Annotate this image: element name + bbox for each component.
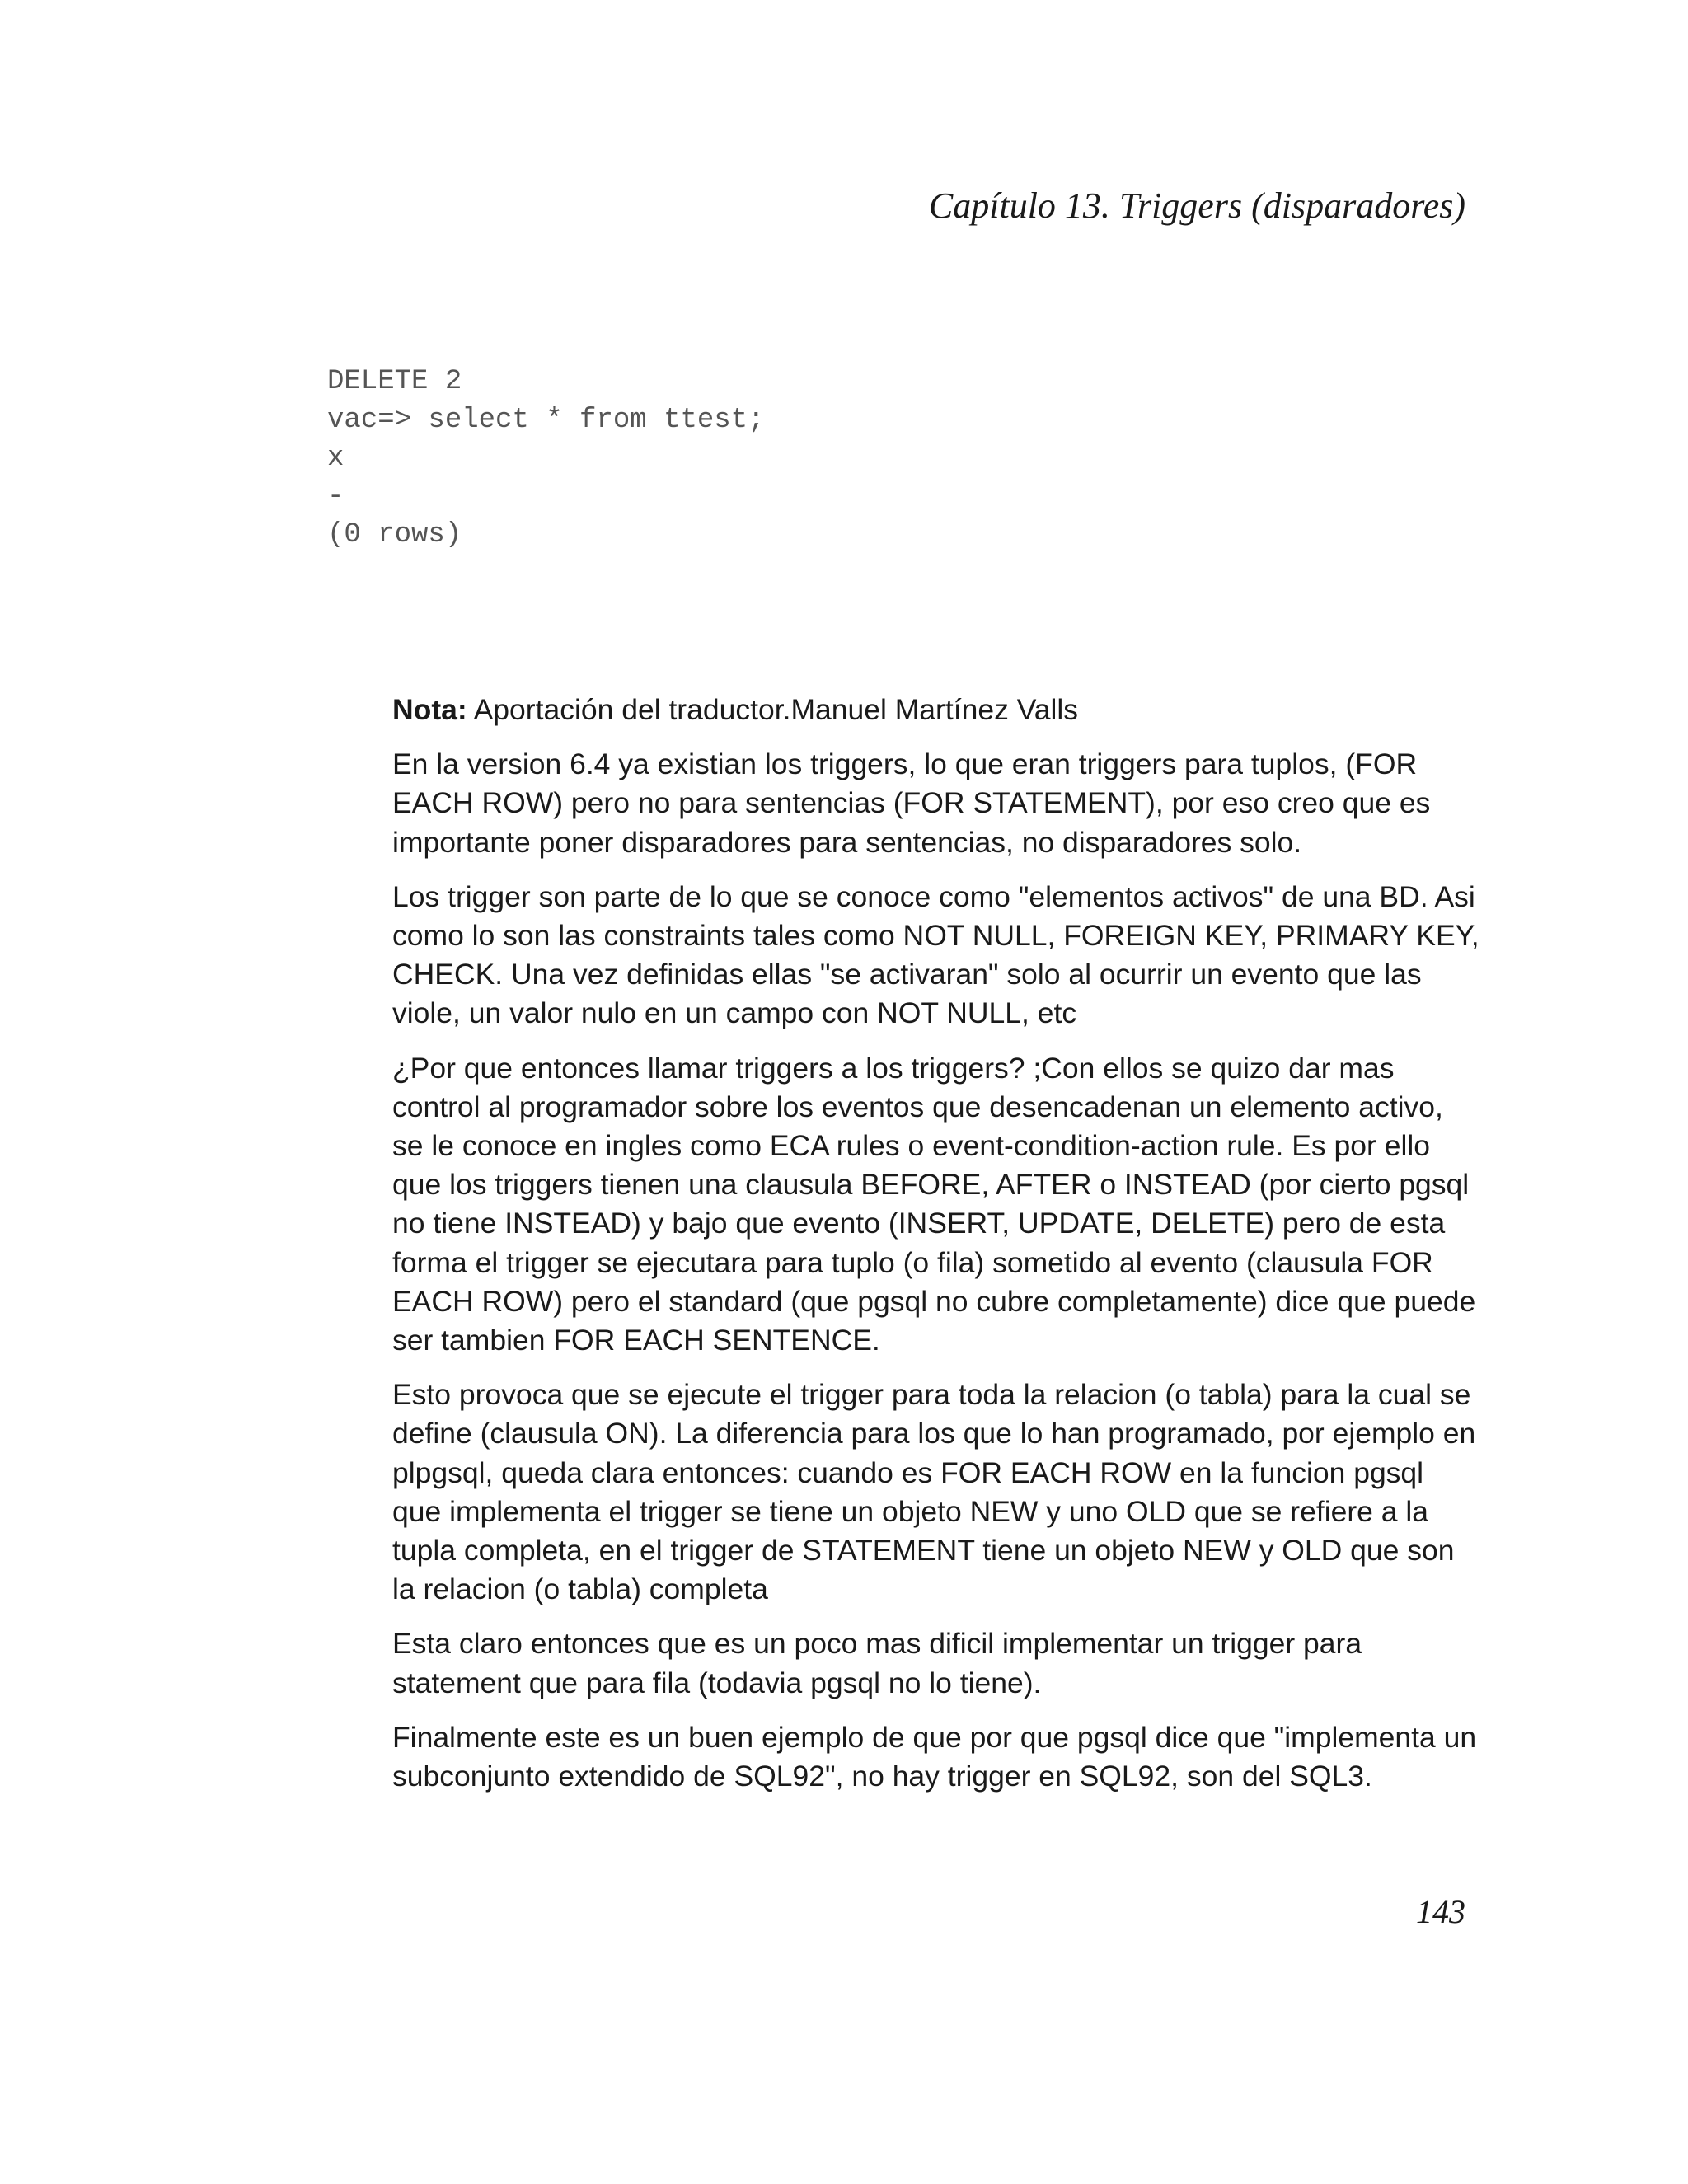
note-heading bbox=[392, 691, 1480, 729]
page-number: 143 bbox=[1416, 1893, 1465, 1930]
code-line: (0 rows) bbox=[327, 519, 462, 551]
chapter-header: Capítulo 13. Triggers (disparadores) bbox=[928, 185, 1465, 226]
note-paragraph: Esto provoca que se ejecute el trigger para toda la relacion (o tabla) para la cual se define (clausula ON). La diferencia para los que lo han programado, por ejemplo en plpgsql, queda clara entonces: cuando es FOR EACH ROW en la funcion pgsql que implementa el trigger se tiene un objeto NEW y uno OLD que se refiere a la tupla completa, en el trigger de STATEMENT tiene un objeto NEW y OLD que son la relacion (o tabla) completa bbox=[392, 1378, 1476, 1606]
code-line: vac=> select * from ttest; bbox=[327, 404, 765, 436]
note-paragraph: Finalmente este es un buen ejemplo de que por que pgsql dice que "implementa un subconjunto extendido de SQL92", no hay trigger en SQL92, son del SQL3. bbox=[392, 1720, 1477, 1793]
note-label: Nota: bbox=[392, 693, 467, 726]
note-paragraph: En la version 6.4 ya existian los triggers, lo que eran triggers para tuplos, (FOR EACH ROW) pero no para sentencias (FOR STATEMENT), por eso creo que es importante poner disparadores para sentencias, no disparadores solo. bbox=[392, 748, 1431, 859]
code-line: - bbox=[327, 480, 345, 513]
note-attribution: Aportación del traductor.Manuel Martínez Valls bbox=[473, 693, 1079, 726]
note-paragraph: ¿Por que entonces llamar triggers a los triggers? ;Con ellos se quizo dar mas control al programador sobre los eventos que desencadenan un elemento activo, se le conoce en ingles como ECA rules o event-condition-action rule. Es por ello que los triggers tienen una clausula BEFORE, AFTER o INSTEAD (por cierto pgsql no tiene INSTEAD) y bajo que evento (INSERT, UPDATE, DELETE) pero de esta forma el trigger se ejecutara para tuplo (o fila) sometido al evento (clausula FOR EACH ROW) pero el standard (que pgsql no cubre completamente) dice que puede ser tambien FOR EACH SENTENCE. bbox=[392, 1051, 1476, 1357]
note-paragraph: Esta claro entonces que es un poco mas dificil implementar un trigger para statement que para fila (todavia pgsql no lo tiene). bbox=[392, 1627, 1362, 1699]
note-paragraph: Los trigger son parte de lo que se conoce como "elementos activos" de una BD. Asi como lo son las constraints tales como NOT NULL, FOREIGN KEY, PRIMARY KEY, CHECK. Una vez definidas ellas "se activaran" solo al ocurrir un evento que las viole, un valor nulo en un campo con NOT NULL, etc bbox=[392, 879, 1479, 1030]
code-line: x bbox=[327, 443, 345, 474]
translator-note bbox=[392, 691, 1480, 1811]
code-line: DELETE 2 bbox=[327, 366, 462, 397]
code-listing bbox=[327, 363, 765, 555]
